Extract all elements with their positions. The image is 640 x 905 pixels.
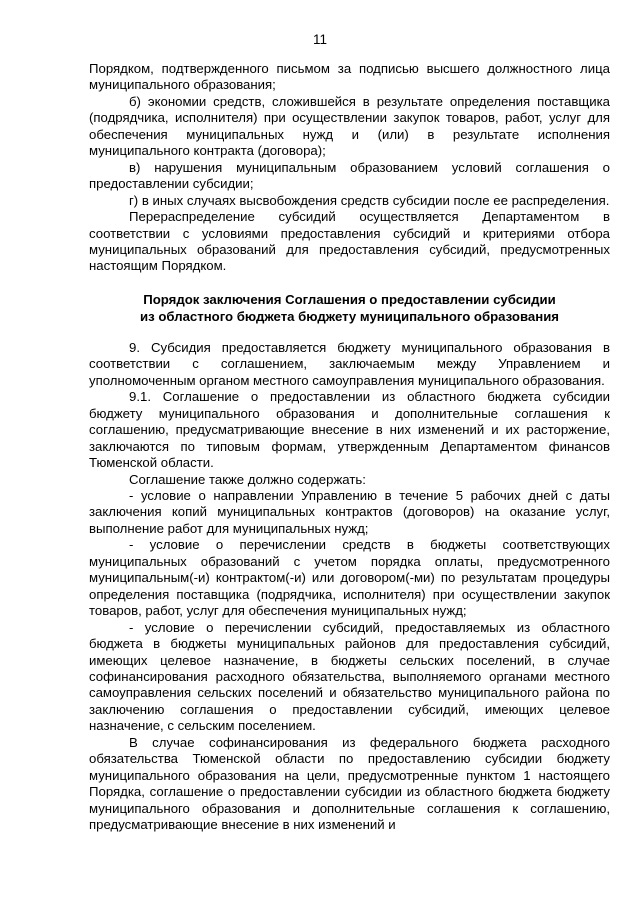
document-body xyxy=(89,61,610,833)
list-item: - условие о направлении Управлению в течение 5 рабочих дней с даты заключения копий муниципальных контрактов (договоров) на оказание услуг, выполнение работ для муниципальных нужд; xyxy=(89,487,610,536)
list-item: - условие о перечислении средств в бюджеты соответствующих муниципальных образований с учетом порядка оплаты, предусмотренного муниципальным(-и) контрактом(-и) или договором(-ми) по результатам процедуры определения поставщика (подрядчика, исполнителя) при осуществлении закупок товаров, работ, услуг для обеспечения муниципальных нужд; xyxy=(89,537,610,619)
paragraph: Порядком, подтвержденного письмом за подписью высшего должностного лица муниципального образования; xyxy=(89,61,610,93)
paragraph: Соглашение также должно содержать: xyxy=(129,471,366,487)
paragraph: Перераспределение субсидий осуществляется Департаментом в соответствии с условиями предоставления субсидий и критериями отбора муниципальных образований для предоставления субсидий, предусмотренных настоящим Порядком. xyxy=(89,209,610,274)
paragraph: г) в иных случаях высвобождения средств субсидии после ее распределения. xyxy=(129,192,610,208)
paragraph: В случае софинансирования из федерального бюджета расходного обязательства Тюменской области по предоставлению субсидии бюджету муниципального образования на цели, предусмотренные пунктом 1 настоящего Порядка, соглашение о предоставлении субсидии из областного бюджета бюджету муниципального образования и дополнительные соглашения к соглашению, предусматривающие внесение в них изменений и xyxy=(89,734,610,833)
section-heading-line: из областного бюджета бюджету муниципального образования xyxy=(140,308,559,324)
paragraph: 9. Субсидия предоставляется бюджету муниципального образования в соответствии с соглашением, заключаемым между Управлением и уполномоченным органом местного самоуправления муниципального образования. xyxy=(89,339,610,388)
section-heading xyxy=(89,291,610,325)
paragraph: б) экономии средств, сложившейся в результате определения поставщика (подрядчика, исполнителя) при осуществлении закупок товаров, работ, услуг для обеспечения муниципальных нужд и (или) в результате исполнения муниципального контракта (договора); xyxy=(89,93,610,159)
paragraph: в) нарушения муниципальным образованием условий соглашения о предоставлении субсидии; xyxy=(89,159,610,192)
paragraph: 9.1. Соглашение о предоставлении из областного бюджета субсидии бюджету муниципального образования и дополнительные соглашения к соглашению, предусматривающие внесение в них изменений и их расторжение, заключаются по типовым формам, утвержденным Департаментом финансов Тюменской области. xyxy=(89,389,610,471)
page-number: 11 xyxy=(312,32,327,47)
list-item: - условие о перечислении субсидий, предоставляемых из областного бюджета в бюджеты муниципальных районов для предоставления субсидий, имеющих целевое назначение, в бюджеты сельских поселений, в случае софинансирования расходного обязательства, выполняемого органами местного самоуправления сельских поселений и обязательство муниципального района по заключению соглашения о предоставлении субсидий, имеющих целевое назначение, с сельским поселением. xyxy=(89,619,610,734)
section-heading-line: Порядок заключения Соглашения о предоставлении субсидии xyxy=(143,291,556,307)
